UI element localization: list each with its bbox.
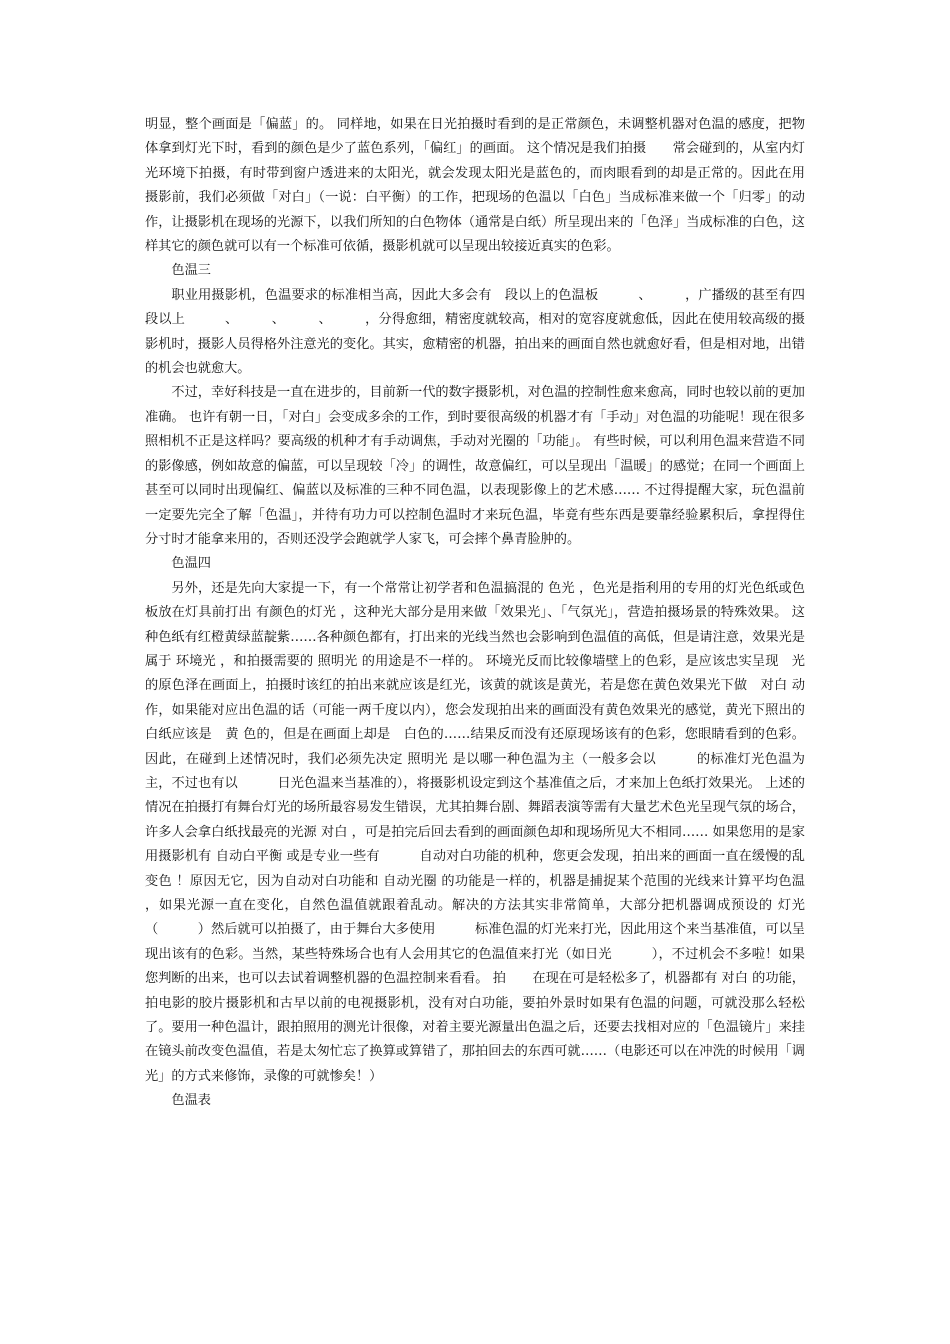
section-heading-color-temp-table: 色温表 <box>171 1093 211 1109</box>
paragraph-body: 另外，还是先向大家提一下，有一个常常让初学者和色温搞混的 色光 ，色光是指利用的专用的灯光色纸或色板放在灯具前打出 有颜色的灯光 ，这种光大部分是用来做「效果光」、「气氛光」，营造拍摄场景的特殊效果。 这种色纸有红橙黄绿蓝靛紫……各种颜色都有，打出来的光线当然也会影响到色温值的高低，但是请注意，效果光是属于 环境光 ，和拍摄需要的 照明光 的用途是不一样的。 环境光反而比较像墙壁上的色彩，是应该忠实呈现 光 的原色泽在画面上，拍摄时该红的拍出来就应该是红光，该黄的就该是黄光，若是您在黄色效果光下做 对白 动作，如果能对应出色温的话（可能一两千度以内），您会发现拍出来的画面没有黄色效果光的感觉，黄光下照出的白纸应该是 黄 色的，但是在画面上却是 白色的……结果反而没有还原现场该有的色彩，您眼睛看到的色彩。 因此，在碰到上述情况时，我们必须先决定 照明光 是以哪一种色温为主（一般多会以 的标准灯光色温为主，不过也有以 日光色温来当基准的），将摄影机设定到这个基准值之后，才来加上色纸打效果光。 上述的情况在拍摄打有舞台灯光的场所最容易发生错误，尤其拍舞台剧、舞蹈表演等需有大量艺术色光呈现气氛的场合，许多人会拿白纸找最亮的光源 对白 ，可是拍完后回去看到的画面颜色却和现场所见大不相同…… 如果您用的是家用摄影机有 自动白平衡 或是专业一些有 自动对白功能的机种，您更会发现，拍出来的画面一直在缓慢的乱 变色 ！原因无它，因为自动对白功能和 自动光圈 的功能是一样的，机器是捕捉某个范围的光线来计算平均色温 ，如果光源一直在变化，自然色温值就跟着乱动。解决的方法其实非常简单，大部分把机器调成预设的 灯光 （ ）然后就可以拍摄了，由于舞台大多使用 标准色温的灯光来打光，因此用这个来当基准值，可以呈现出该有的色彩。当然，某些特殊场合也有人会用其它的色温值来打光（如日光 ），不过机会不多啦！如果您判断的出来，也可以去试着调整机器的色温控制来看看。 拍 在现在可是轻松多了，机器都有 对白 的功能，拍电影的胶片摄影机和古早以前的电视摄影机，没有对白功能，要拍外景时如果有色温的问题，可就没那么轻松了。要用一种色温计，跟拍照用的测光计很像，对着主要光源量出色温之后，还要去找相对应的「色温镜片」来挂在镜头前改变色温值，若是太匆忙忘了换算或算错了，那拍回去的东西可就……（电影还可以在冲洗的时候用「调光」的方式来修饰，录像的可就惨矣！） <box>145 580 819 1084</box>
section-heading-color-temp-3: 色温三 <box>171 263 211 279</box>
paragraph-body: 不过，幸好科技是一直在进步的，目前新一代的数字摄影机，对色温的控制性愈来愈高，同时也较以前的更加准确。 也许有朝一日，「对白」会变成多余的工作，到时要很高级的机器才有「手动」对色温的功能呢！现在很多照相机不正是这样吗？要高级的机种才有手动调焦，手动对光圈的「功能」。 有些时候，可以利用色温来营造不同的影像感，例如故意的偏蓝，可以呈现较「冷」的调性，故意偏红，可以呈现出「温暖」的感觉；在同一个画面上甚至可以同时出现偏红、偏蓝以及标准的三种不同色温，以表现影像上的艺术感…… 不过得提醒大家，玩色温前一定要先完全了解「色温」，并待有功力可以控制色温时才来玩色温，毕竟有些东西是要靠经验累积后，拿捏得住分寸时才能拿来用的，否则还没学会跑就学人家飞，可会摔个鼻青脸肿的。 <box>145 385 805 547</box>
paragraph-continuation: 明显，整个画面是「偏蓝」的。 同样地，如果在日光拍摄时看到的是正常颜色，未调整机器对色温的感度，把物体拿到灯光下时，看到的颜色是少了蓝色系列，「偏红」的画面。 这个情况是我们拍摄 常会碰到的，从室内灯光环境下拍摄，有时带到窗户透进来的太阳光，就会发现太阳光是蓝色的，而肉眼看到的却是正常的。因此在用 摄影前，我们必须做「对白」（一说：白平衡）的工作，把现场的色温以「白色」当成标准来做一个「归零」的动作，让摄影机在现场的光源下，以我们所知的白色物体（通常是白纸）所呈现出来的「色泽」当成标准的白色，这样其它的颜色就可以有一个标准可依循，摄影机就可以呈现出较接近真实的色彩。 <box>145 117 832 255</box>
document-page <box>145 113 832 1114</box>
paragraph-body: 职业用摄影机，色温要求的标准相当高，因此大多会有 段以上的色温板 、 ，广播级的甚至有四段以上 、 、 、 ，分得愈细，精密度就较高，相对的宽容度就愈低，因此在使用较高级的摄影机时，摄影人员得格外注意光的变化。其实，愈精密的机器，拍出来的画面自然也就愈好看，但是相对地，出错的机会也就愈大。 <box>145 287 805 377</box>
section-heading-color-temp-4: 色温四 <box>171 556 211 572</box>
